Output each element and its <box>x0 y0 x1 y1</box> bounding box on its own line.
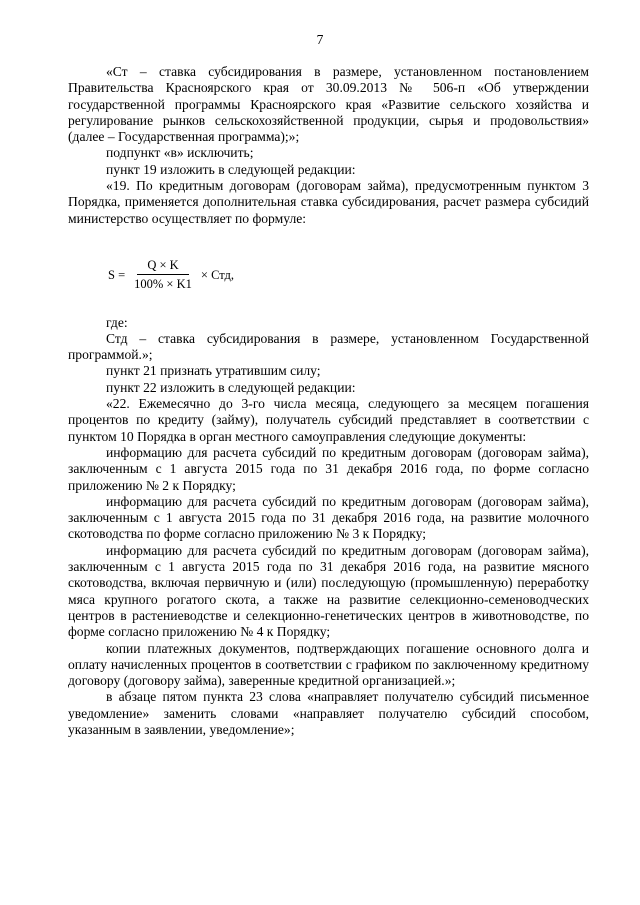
page-number: 7 <box>316 32 324 47</box>
paragraph-subpoint-v: подпункт «в» исключить; <box>106 145 254 161</box>
paragraph-point-19-intro: пункт 19 изложить в следующей редакции: <box>106 161 356 177</box>
paragraph-document-appendix-2: информацию для расчета субсидий по кредитным договорам (договорам займа), заключенным с 1 августа 2015 года по 31 декабря 2016 года, по форме согласно приложению № 2 к Порядку; <box>68 444 589 493</box>
formula-denominator: 100% × K1 <box>134 277 192 292</box>
formula-lhs: S = <box>108 267 126 282</box>
paragraph-point-22-intro: пункт 22 изложить в следующей редакции: <box>106 379 356 395</box>
paragraph-point-22: «22. Ежемесячно до 3-го числа месяца, следующего за месяцем погашения процентов по кредиту (займу), получатель субсидий представляет в соответствии с пунктом 10 Порядка в орган местного самоуправления следующие документы: <box>68 396 589 444</box>
formula-fraction <box>128 257 198 293</box>
paragraph-point-19: «19. По кредитным договорам (договорам займа), предусмотренным пунктом 3 Порядка, применяется дополнительная ставка субсидирования, расчет размера субсидий министерство осуществляет по формуле: <box>68 178 589 226</box>
formula-numerator: Q × K <box>137 257 188 275</box>
paragraph-document-appendix-3: информацию для расчета субсидий по кредитным договорам (договорам займа), заключенным с 1 августа 2015 года по 31 декабря 2016 года, на развитие молочного скотоводства по форме согласно приложению № 3 к Порядку; <box>68 493 589 542</box>
formula-rhs: × Стд, <box>200 267 235 282</box>
paragraph-payment-documents: копии платежных документов, подтверждающих погашение основного долга и оплату начисленных процентов в соответствии с графиком по заключенному кредитному договору (договору займа), заверенные кредитной организацией.»; <box>68 640 589 689</box>
paragraph-st-definition: «Ст – ставка субсидирования в размере, установленном постановлением Правительства Красноярского края от 30.09.2013 № 506-п «Об утверждении государственной программы Красноярского края «Развитие сельского хозяйства и регулирование рынков сельскохозяйственной продукции, сырья и продовольствия» (далее – Государственная программа);»; <box>68 64 589 145</box>
subsidy-formula <box>108 257 589 293</box>
paragraph-point-23: в абзаце пятом пункта 23 слова «направляет получателю субсидий письменное уведомление» заменить словами «направляет получателю субсидий способом, указанным в заявлении, уведомление»; <box>68 689 589 737</box>
paragraph-point-21: пункт 21 признать утратившим силу; <box>106 363 321 379</box>
document-body <box>68 64 589 738</box>
paragraph-std-definition: Стд – ставка субсидирования в размере, установленном Государственной программой.»; <box>68 330 589 363</box>
paragraph-document-appendix-4: информацию для расчета субсидий по кредитным договорам (договорам займа), заключенным с 1 августа 2015 года по 31 декабря 2016 года, на развитие мясного скотоводства, включая первичную и (или) последующую (промышленную) переработку мяса крупного рогатого скота, а также на развитие селекционно-семеноводческих центров в растениеводстве и селекционно-генетических центров в животноводстве, по форме согласно приложению № 4 к Порядку; <box>68 542 589 640</box>
paragraph-where: где: <box>106 314 128 330</box>
